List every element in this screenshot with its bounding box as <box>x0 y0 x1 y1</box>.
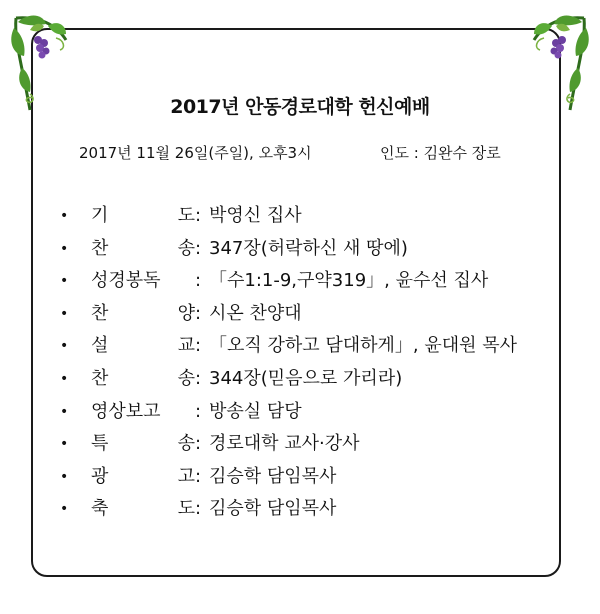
item-value: 344장(믿음으로 가리라) <box>209 367 403 389</box>
list-item <box>60 428 517 461</box>
bullet-icon: • <box>60 370 69 387</box>
item-label-part: 도 <box>177 205 195 226</box>
bullet-icon: • <box>60 468 69 485</box>
separator: : <box>195 400 202 422</box>
item-label-part: 광 <box>91 465 109 487</box>
item-label-part: 설 <box>91 335 109 357</box>
item-label <box>91 330 195 363</box>
item-value: 시온 찬양대 <box>209 302 302 324</box>
item-label-part: 송 <box>177 237 195 259</box>
item-label-part: 기 <box>91 205 109 226</box>
list-item <box>60 298 517 331</box>
item-label <box>91 461 195 494</box>
item-label <box>91 493 195 526</box>
item-label <box>91 200 195 233</box>
bullet-icon: • <box>60 338 69 355</box>
item-label-part: 특 <box>91 433 109 455</box>
separator: : <box>195 205 202 226</box>
item-value: 김승학 담임목사 <box>209 498 337 520</box>
bullet-icon: • <box>60 403 69 420</box>
item-label-part: 영상보고 <box>91 400 161 422</box>
bullet-icon: • <box>60 273 69 290</box>
list-item <box>60 461 517 494</box>
item-label <box>91 428 195 461</box>
item-value: 박영신 집사 <box>209 205 302 226</box>
officiant: 인도 : 김완수 장로 <box>380 144 501 162</box>
service-date: 2017년 11월 26일(주일), 오후3시 <box>79 144 312 162</box>
separator: : <box>195 270 202 292</box>
item-label <box>91 265 195 298</box>
list-item <box>60 363 517 396</box>
item-value: 「오직 강하고 담대하게」, 윤대원 목사 <box>209 335 518 357</box>
item-label-part: 찬 <box>91 367 109 389</box>
list-item <box>60 233 517 266</box>
item-value: 347장(허락하신 새 땅에) <box>209 237 408 259</box>
separator: : <box>195 367 202 389</box>
item-label <box>91 298 195 331</box>
item-label-part: 양 <box>177 302 195 324</box>
item-value: 경로대학 교사·강사 <box>209 433 360 455</box>
separator: : <box>195 465 202 487</box>
bullet-icon: • <box>60 305 69 322</box>
separator: : <box>195 335 202 357</box>
item-label-part: 성경봉독 <box>91 270 161 292</box>
item-label <box>91 396 195 429</box>
item-label-part: 도 <box>177 498 195 520</box>
item-label-part: 축 <box>91 498 109 520</box>
bullet-icon: • <box>60 436 69 453</box>
item-value: 「수1:1-9,구약319」, 윤수선 집사 <box>209 270 489 292</box>
item-label-part: 송 <box>177 367 195 389</box>
separator: : <box>195 433 202 455</box>
page-title: 2017년 안동경로대학 헌신예배 <box>170 96 430 118</box>
item-label <box>91 233 195 266</box>
bullet-icon: • <box>60 208 69 224</box>
item-label-part: 고 <box>177 465 195 487</box>
service-order-list <box>60 200 517 526</box>
list-item <box>60 396 517 429</box>
list-item <box>60 200 517 233</box>
separator: : <box>195 302 202 324</box>
item-label-part: 찬 <box>91 302 109 324</box>
list-item <box>60 330 517 363</box>
item-label-part: 송 <box>177 433 195 455</box>
separator: : <box>195 498 202 520</box>
bullet-icon: • <box>60 240 69 257</box>
list-item <box>60 265 517 298</box>
bullet-icon: • <box>60 501 69 518</box>
item-value: 방송실 담당 <box>209 400 302 422</box>
item-label <box>91 363 195 396</box>
list-item <box>60 493 517 526</box>
item-label-part: 찬 <box>91 237 109 259</box>
item-label-part: 교 <box>177 335 195 357</box>
item-value: 김승학 담임목사 <box>209 465 337 487</box>
separator: : <box>195 237 202 259</box>
